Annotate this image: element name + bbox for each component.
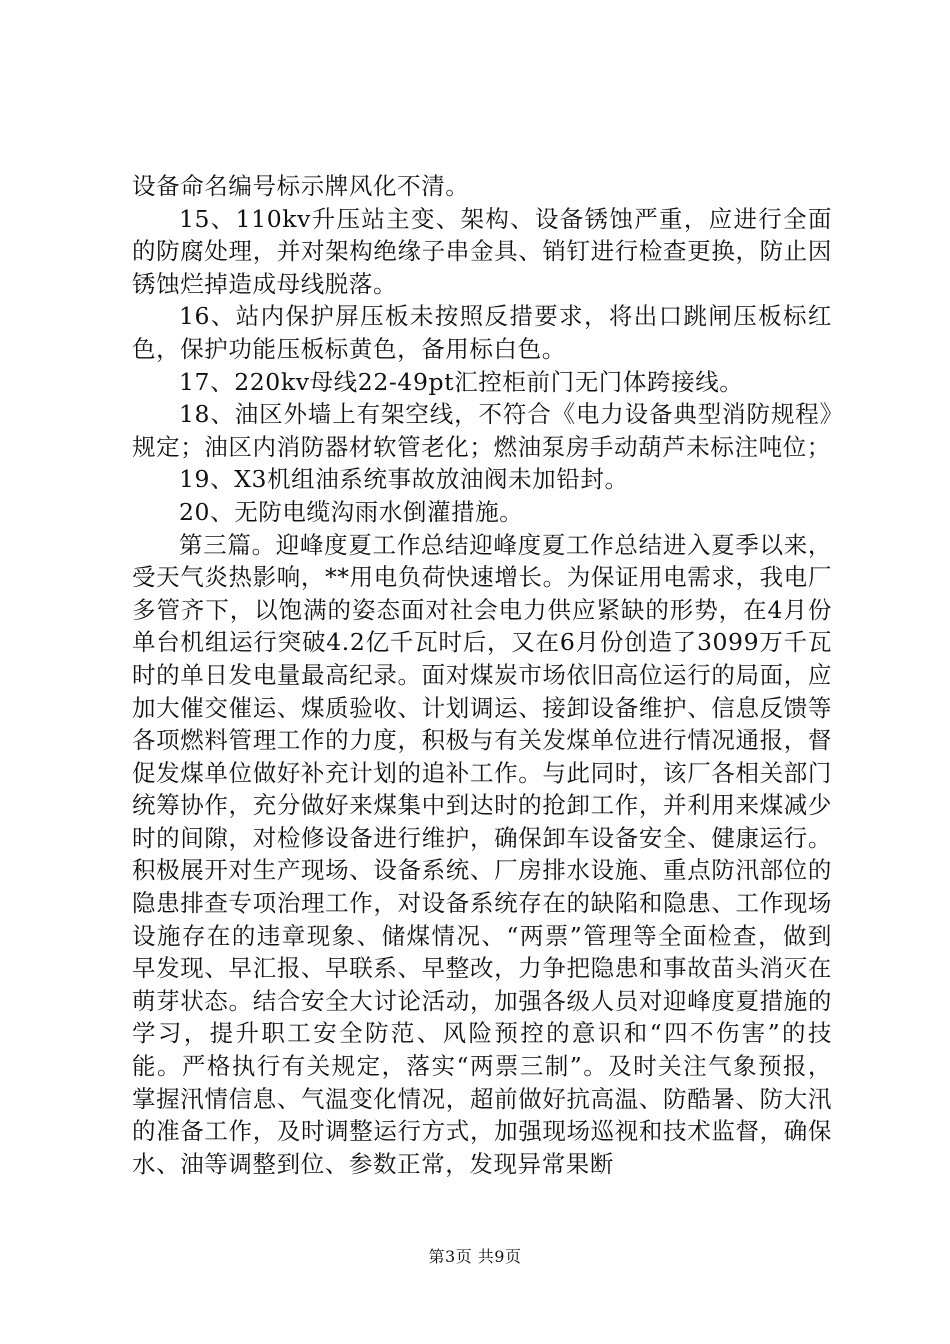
page-number-footer: 第3页 共9页 xyxy=(428,1247,522,1266)
paragraph-item-18: 18、油区外墙上有架空线，不符合《电力设备典型消防规程》规定；油区内消防器材软管老化；燃油泵房手动葫芦未标注吨位； xyxy=(132,400,832,461)
paragraph-item-19: 19、X3机组油系统事故放油阀未加铅封。 xyxy=(179,465,629,494)
document-body xyxy=(132,170,832,1180)
paragraph-item-20: 20、无防电缆沟雨水倒灌措施。 xyxy=(179,497,524,526)
paragraph-item-17: 17、220kv母线22-49pt汇控柜前门无门体跨接线。 xyxy=(179,367,744,396)
paragraph-item-15: 15、110kv升压站主变、架构、设备锈蚀严重，应进行全面的防腐处理，并对架构绝缘子串金具、销钉进行检查更换，防止因锈蚀烂掉造成母线脱落。 xyxy=(132,204,832,298)
paragraph-part-three: 第三篇。迎峰度夏工作总结迎峰度夏工作总结进入夏季以来，受天气炎热影响，**用电负荷快速增长。为保证用电需求，我电厂多管齐下，以饱满的姿态面对社会电力供应紧缺的形势，在4月份单台机组运行突破4.2亿千瓦时后，又在6月份创造了3099万千瓦时的单日发电量最高纪录。面对煤炭市场依旧高位运行的局面，应加大催交催运、煤质验收、计划调运、接卸设备维护、信息反馈等各项燃料管理工作的力度，积极与有关发煤单位进行情况通报，督促发煤单位做好补充计划的追补工作。与此同时，该厂各相关部门统筹协作，充分做好来煤集中到达时的抢卸工作，并利用来煤减少时的间隙，对检修设备进行维护，确保卸车设备安全、健康运行。积极展开对生产现场、设备系统、厂房排水设施、重点防汛部位的隐患排查专项治理工作，对设备系统存在的缺陷和隐患、工作现场设施存在的违章现象、储煤情况、“两票”管理等全面检查，做到早发现、早汇报、早联系、早整改，力争把隐患和事故苗头消灭在萌芽状态。结合安全大讨论活动，加强各级人员对迎峰度夏措施的学习，提升职工安全防范、风险预控的意识和“四不伤害”的技能。严格执行有关规定，落实“两票三制”。及时关注气象预报，掌握汛情信息、气温变化情况，超前做好抗高温、防酷暑、防大汛的准备工作，及时调整运行方式，加强现场巡视和技术监督，确保水、油等调整到位、参数正常，发现异常果断 xyxy=(132,530,832,1178)
paragraph-continuation: 设备命名编号标示牌风化不清。 xyxy=(132,172,470,200)
paragraph-item-16: 16、站内保护屏压板未按照反措要求，将出口跳闸压板标红色，保护功能压板标黄色，备用标白色。 xyxy=(132,302,832,363)
